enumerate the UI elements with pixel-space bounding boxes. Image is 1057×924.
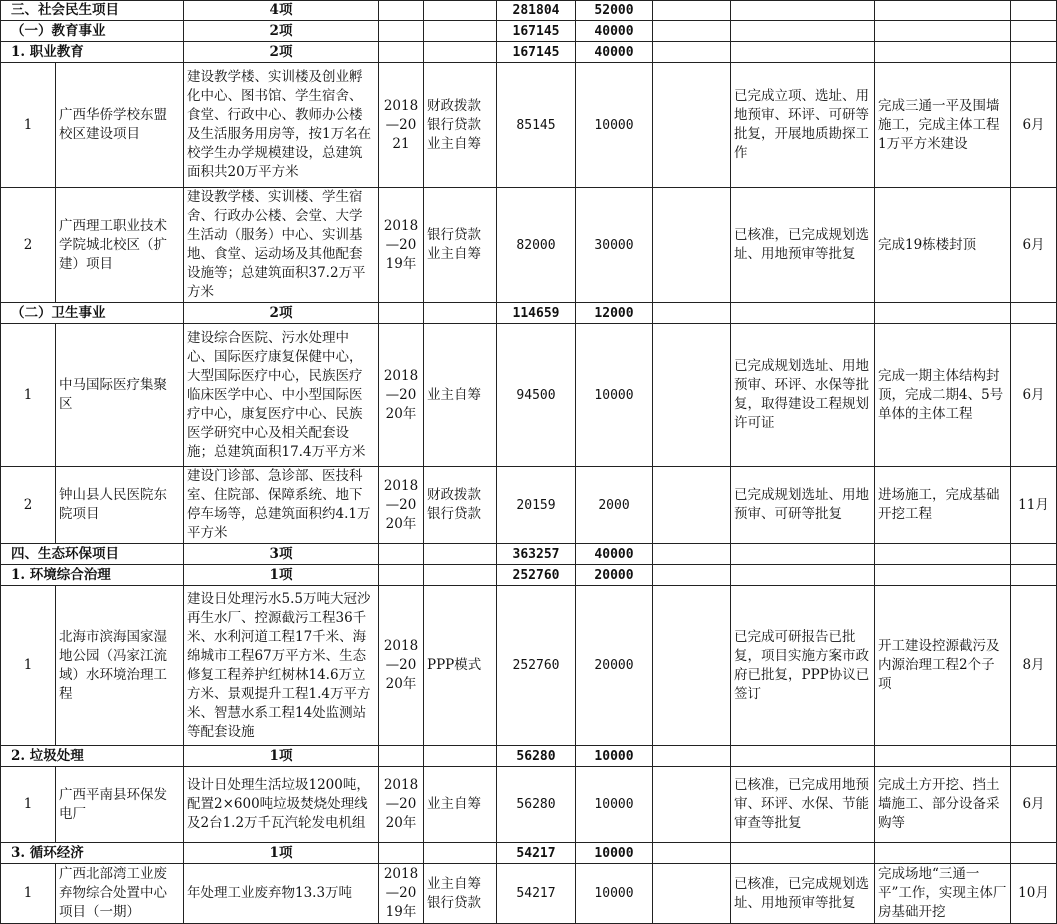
project-name: 北海市滨海国家湿地公园（冯家江流域）水环境治理工程	[56, 586, 184, 746]
table-row	[1, 188, 1057, 303]
total-investment: 54217	[497, 864, 576, 924]
empty-cell	[875, 565, 1011, 586]
empty-cell	[379, 42, 424, 63]
empty-cell	[379, 544, 424, 565]
section-count: 1项	[184, 746, 379, 767]
funding-source: 银行贷款业主自筹	[424, 188, 497, 303]
section-annual-plan: 40000	[576, 42, 653, 63]
annual-plan: 10000	[576, 864, 653, 924]
construction-years: 2018—2020年	[379, 586, 424, 746]
section-count: 1项	[184, 843, 379, 864]
section-total-investment: 167145	[497, 21, 576, 42]
empty-cell	[875, 746, 1011, 767]
section-row	[1, 843, 1057, 864]
empty-cell	[424, 746, 497, 767]
preliminary-progress: 已完成规划选址、用地预审、可研等批复	[731, 467, 875, 544]
empty-cell	[1011, 746, 1057, 767]
preliminary-progress: 已完成规划选址、用地预审、环评、水保等批复，取得建设工程规划许可证	[731, 324, 875, 467]
empty-cell	[424, 303, 497, 324]
construction-years: 2018—2020年	[379, 467, 424, 544]
empty-cell	[1011, 843, 1057, 864]
empty-cell	[653, 586, 731, 746]
project-name: 中马国际医疗集聚区	[56, 324, 184, 467]
total-investment: 85145	[497, 63, 576, 188]
empty-cell	[731, 1, 875, 21]
row-index: 1	[1, 324, 56, 467]
table-row	[1, 467, 1057, 544]
section-count: 3项	[184, 544, 379, 565]
funding-source: 财政拨款银行贷款	[424, 467, 497, 544]
preliminary-progress: 已完成可研报告已批复，项目实施方案市政府已批复，PPP协议已签订	[731, 586, 875, 746]
section-annual-plan: 40000	[576, 544, 653, 565]
annual-plan: 30000	[576, 188, 653, 303]
empty-cell	[731, 746, 875, 767]
construction-content: 建设综合医院、污水处理中心、国际医疗康复保健中心，大型国际医疗中心，民族医疗临床医学中心、中小型国际医疗中心，康复医疗中心、民族医学研究中心及相关配套设施；总建筑面积17.4万平方米	[184, 324, 379, 467]
table-body	[1, 1, 1057, 924]
empty-cell	[731, 21, 875, 42]
section-annual-plan: 40000	[576, 21, 653, 42]
construction-content: 设计日处理生活垃圾1200吨，配置2×600吨垃圾焚烧处理线及2台1.2万千瓦汽轮发电机组	[184, 767, 379, 843]
section-count: 2项	[184, 303, 379, 324]
target-progress: 开工建设控源截污及内源治理工程2个子项	[875, 586, 1011, 746]
annual-plan: 2000	[576, 467, 653, 544]
empty-cell	[875, 21, 1011, 42]
section-label: 2. 垃圾处理	[1, 746, 184, 767]
section-label: 三、社会民生项目	[1, 1, 184, 21]
table-row	[1, 586, 1057, 746]
empty-cell	[424, 544, 497, 565]
empty-cell	[731, 843, 875, 864]
empty-cell	[653, 21, 731, 42]
funding-source: 业主自筹银行贷款	[424, 864, 497, 924]
empty-cell	[379, 1, 424, 21]
section-label: （一）教育事业	[1, 21, 184, 42]
target-progress: 完成场地“三通一平”工作，实现主体厂房基础开挖	[875, 864, 1011, 924]
empty-cell	[1011, 42, 1057, 63]
construction-content: 年处理工业废弃物13.3万吨	[184, 864, 379, 924]
empty-cell	[875, 1, 1011, 21]
section-annual-plan: 10000	[576, 746, 653, 767]
empty-cell	[731, 42, 875, 63]
annual-plan: 20000	[576, 586, 653, 746]
empty-cell	[424, 42, 497, 63]
construction-content: 建设日处理污水5.5万吨大冠沙再生水厂、控源截污工程36千米、水利河道工程17千米、海绵城市工程67万平方米、生态修复工程养护红树林14.6万立方米、景观提升工程1.4万平方米、智慧水系工程14处监测站等配套设施	[184, 586, 379, 746]
empty-cell	[1011, 544, 1057, 565]
section-row	[1, 746, 1057, 767]
target-progress: 完成三通一平及围墙施工，完成主体工程1万平方米建设	[875, 63, 1011, 188]
empty-cell	[1011, 303, 1057, 324]
empty-cell	[424, 843, 497, 864]
empty-cell	[424, 1, 497, 21]
empty-cell	[653, 544, 731, 565]
project-name: 广西理工职业技术学院城北校区（扩建）项目	[56, 188, 184, 303]
empty-cell	[379, 746, 424, 767]
target-progress: 完成土方开挖、挡土墙施工、部分设备采购等	[875, 767, 1011, 843]
start-month: 11月	[1011, 467, 1057, 544]
preliminary-progress: 已完成立项、选址、用地预审、环评、可研等批复，开展地质勘探工作	[731, 63, 875, 188]
total-investment: 82000	[497, 188, 576, 303]
row-index: 1	[1, 63, 56, 188]
project-name: 广西北部湾工业废弃物综合处置中心项目（一期）	[56, 864, 184, 924]
funding-source: 业主自筹	[424, 324, 497, 467]
empty-cell	[875, 303, 1011, 324]
row-index: 2	[1, 467, 56, 544]
empty-cell	[653, 324, 731, 467]
empty-cell	[1011, 21, 1057, 42]
empty-cell	[653, 746, 731, 767]
start-month: 6月	[1011, 188, 1057, 303]
empty-cell	[379, 21, 424, 42]
empty-cell	[1011, 1, 1057, 21]
construction-content: 建设教学楼、实训楼及创业孵化中心、图书馆、学生宿舍、食堂、行政中心、教师办公楼及生活服务用房等，按1万名在校学生办学规模建设，总建筑面积共20万平方米	[184, 63, 379, 188]
empty-cell	[731, 544, 875, 565]
empty-cell	[379, 565, 424, 586]
empty-cell	[875, 843, 1011, 864]
table-row	[1, 767, 1057, 843]
empty-cell	[653, 42, 731, 63]
section-annual-plan: 12000	[576, 303, 653, 324]
table-row	[1, 324, 1057, 467]
row-index: 1	[1, 864, 56, 924]
construction-content: 建设门诊部、急诊部、医技科室、住院部、保障系统、地下停车场等，总建筑面积约4.1万平方米	[184, 467, 379, 544]
empty-cell	[653, 303, 731, 324]
section-row	[1, 21, 1057, 42]
section-count: 2项	[184, 42, 379, 63]
funding-source: PPP模式	[424, 586, 497, 746]
section-row	[1, 565, 1057, 586]
construction-years: 2018—2020年	[379, 324, 424, 467]
empty-cell	[731, 303, 875, 324]
table-row	[1, 63, 1057, 188]
section-annual-plan: 20000	[576, 565, 653, 586]
total-investment: 20159	[497, 467, 576, 544]
empty-cell	[653, 767, 731, 843]
target-progress: 完成19栋楼封顶	[875, 188, 1011, 303]
total-investment: 56280	[497, 767, 576, 843]
project-name: 钟山县人民医院东院项目	[56, 467, 184, 544]
annual-plan: 10000	[576, 324, 653, 467]
project-name: 广西华侨学校东盟校区建设项目	[56, 63, 184, 188]
section-count: 4项	[184, 1, 379, 21]
row-index: 2	[1, 188, 56, 303]
empty-cell	[653, 864, 731, 924]
start-month: 6月	[1011, 767, 1057, 843]
construction-years: 2018—2019年	[379, 864, 424, 924]
preliminary-progress: 已核准，已完成用地预审、环评、水保、节能审查等批复	[731, 767, 875, 843]
empty-cell	[653, 188, 731, 303]
section-total-investment: 56280	[497, 746, 576, 767]
construction-content: 建设教学楼、实训楼、学生宿舍、行政办公楼、会堂、大学生活动（服务）中心、实训基地、食堂、运动场及其他配套设施等；总建筑面积37.2万平方米	[184, 188, 379, 303]
project-name: 广西平南县环保发电厂	[56, 767, 184, 843]
section-total-investment: 252760	[497, 565, 576, 586]
section-row	[1, 303, 1057, 324]
total-investment: 252760	[497, 586, 576, 746]
construction-years: 2018—2020年	[379, 767, 424, 843]
table-row	[1, 864, 1057, 924]
construction-years: 2018—2021	[379, 63, 424, 188]
total-investment: 94500	[497, 324, 576, 467]
funding-source: 业主自筹	[424, 767, 497, 843]
section-total-investment: 281804	[497, 1, 576, 21]
empty-cell	[875, 544, 1011, 565]
section-count: 2项	[184, 21, 379, 42]
section-row	[1, 1, 1057, 21]
empty-cell	[653, 467, 731, 544]
start-month: 8月	[1011, 586, 1057, 746]
start-month: 6月	[1011, 324, 1057, 467]
empty-cell	[653, 565, 731, 586]
section-total-investment: 54217	[497, 843, 576, 864]
empty-cell	[875, 42, 1011, 63]
section-total-investment: 114659	[497, 303, 576, 324]
section-annual-plan: 10000	[576, 843, 653, 864]
row-index: 1	[1, 586, 56, 746]
empty-cell	[379, 303, 424, 324]
section-label: 四、生态环保项目	[1, 544, 184, 565]
start-month: 6月	[1011, 63, 1057, 188]
section-label: 3. 循环经济	[1, 843, 184, 864]
section-label: （二）卫生事业	[1, 303, 184, 324]
construction-years: 2018—2019年	[379, 188, 424, 303]
empty-cell	[424, 21, 497, 42]
preliminary-progress: 已核准，已完成规划选址、用地预审等批复	[731, 864, 875, 924]
section-count: 1项	[184, 565, 379, 586]
empty-cell	[731, 565, 875, 586]
section-label: 1. 职业教育	[1, 42, 184, 63]
section-annual-plan: 52000	[576, 1, 653, 21]
empty-cell	[653, 63, 731, 188]
target-progress: 完成一期主体结构封顶，完成二期4、5号单体的主体工程	[875, 324, 1011, 467]
section-row	[1, 544, 1057, 565]
empty-cell	[424, 565, 497, 586]
empty-cell	[379, 843, 424, 864]
preliminary-progress: 已核准，已完成规划选址、用地预审等批复	[731, 188, 875, 303]
start-month: 10月	[1011, 864, 1057, 924]
section-label: 1. 环境综合治理	[1, 565, 184, 586]
empty-cell	[1011, 565, 1057, 586]
empty-cell	[653, 843, 731, 864]
empty-cell	[653, 1, 731, 21]
funding-source: 财政拨款银行贷款业主自筹	[424, 63, 497, 188]
annual-plan: 10000	[576, 767, 653, 843]
row-index: 1	[1, 767, 56, 843]
target-progress: 进场施工，完成基础开挖工程	[875, 467, 1011, 544]
section-total-investment: 167145	[497, 42, 576, 63]
section-row	[1, 42, 1057, 63]
annual-plan: 10000	[576, 63, 653, 188]
section-total-investment: 363257	[497, 544, 576, 565]
